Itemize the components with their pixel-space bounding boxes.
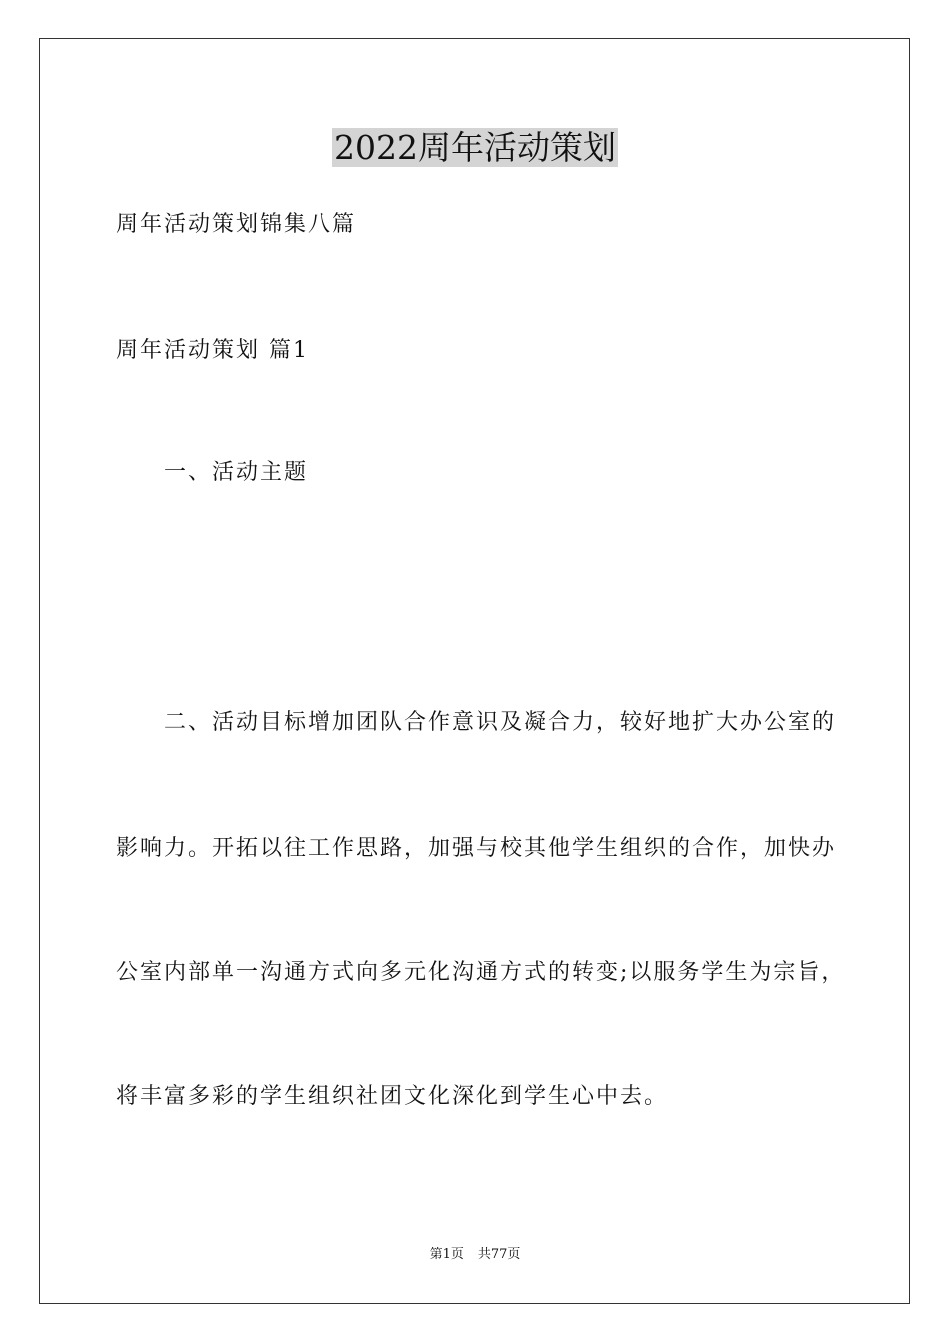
document-title-text: 2022周年活动策划 bbox=[334, 128, 616, 167]
paragraph-line-4: 将丰富多彩的学生组织社团文化深化到学生心中去。 bbox=[116, 1084, 669, 1109]
page-footer bbox=[0, 1246, 950, 1264]
paragraph-line-1: 二、活动目标增加团队合作意识及凝合力，较好地扩大办公室的 bbox=[164, 710, 837, 735]
item-1-heading: 一、活动主题 bbox=[164, 460, 309, 485]
section-heading: 周年活动策划 篇1 bbox=[116, 338, 309, 363]
document-subtitle: 周年活动策划锦集八篇 bbox=[116, 212, 357, 237]
paragraph-line-3: 公室内部单一沟通方式向多元化沟通方式的转变;以服务学生为宗旨， bbox=[116, 960, 846, 985]
page-number-current: 第1页 bbox=[429, 1247, 464, 1262]
paragraph-line-2: 影响力。开拓以往工作思路，加强与校其他学生组织的合作，加快办 bbox=[116, 836, 837, 861]
document-title bbox=[0, 128, 950, 168]
page-number-total: 共77页 bbox=[477, 1247, 521, 1262]
